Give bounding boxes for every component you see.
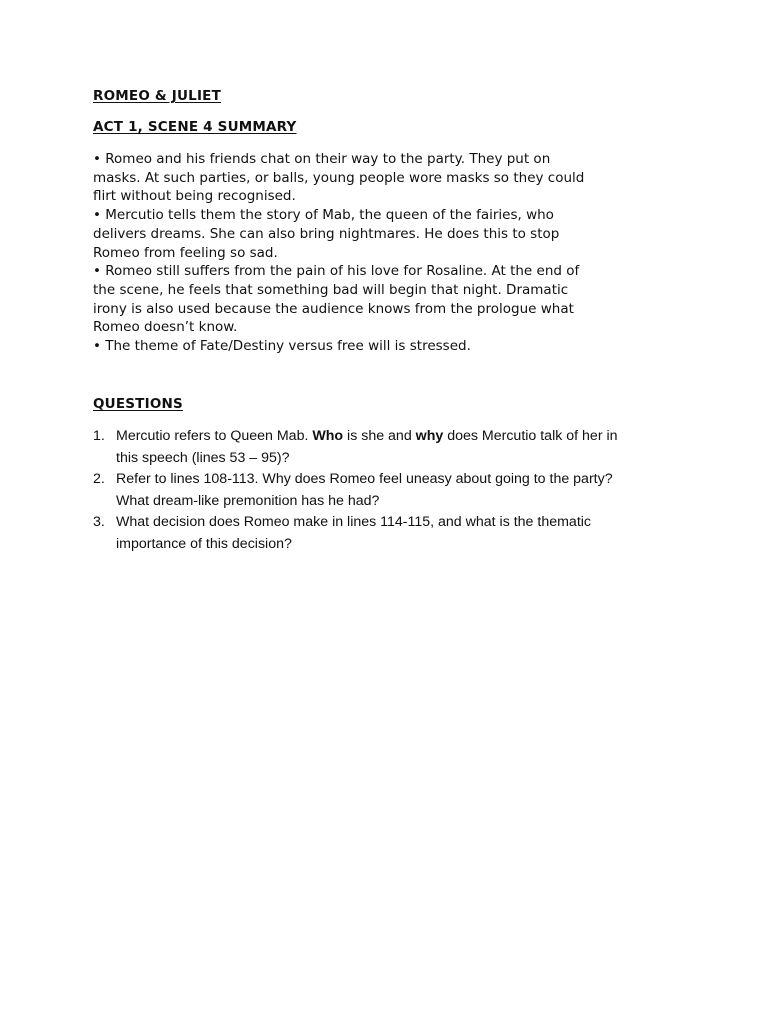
question-text: Mercutio refers to Queen Mab.: [116, 428, 313, 444]
document-title: ROMEO & JULIET: [93, 88, 222, 104]
question-text-line: What dream-like premonition has he had?: [116, 492, 380, 509]
question-text: is she and: [343, 428, 416, 444]
summary-line: delivers dreams. She can also bring nightmares. He does this to stop: [93, 225, 560, 242]
question-text-line: [116, 426, 673, 448]
question-text-line: importance of this decision?: [116, 535, 292, 552]
question-number: 2.: [93, 471, 105, 487]
question-text-line: Refer to lines 108-113. Why does Romeo feel uneasy about going to the party?: [116, 471, 613, 487]
question-text-line: this speech (lines 53 – 95)?: [116, 449, 290, 466]
summary-line: • Mercutio tells them the story of Mab, the queen of the fairies, who: [93, 207, 554, 224]
summary-line: Romeo doesn’t know.: [93, 319, 238, 336]
question-text-line: What decision does Romeo make in lines 114-115, and what is the thematic: [116, 514, 592, 530]
document-subtitle: ACT 1, SCENE 4 SUMMARY: [93, 119, 297, 135]
summary-section: [93, 150, 593, 356]
question-number: 1.: [93, 428, 105, 444]
questions-list: [93, 426, 673, 555]
summary-line: irony is also used because the audience knows from the prologue what: [93, 300, 574, 317]
summary-line: the scene, he feels that something bad will begin that night. Dramatic: [93, 281, 569, 298]
summary-line: masks. At such parties, or balls, young people wore masks so they could: [93, 169, 585, 186]
emphasis-why: why: [415, 428, 444, 444]
summary-line: • Romeo still suffers from the pain of his love for Rosaline. At the end of: [93, 263, 580, 280]
emphasis-who: Who: [312, 428, 344, 444]
questions-heading: QUESTIONS: [93, 396, 183, 412]
summary-line: flirt without being recognised.: [93, 188, 296, 205]
summary-line: • Romeo and his friends chat on their way to the party. They put on: [93, 151, 551, 167]
question-item: [93, 426, 673, 469]
question-text: does Mercutio talk of her in: [443, 428, 618, 444]
question-item: [93, 512, 673, 555]
summary-line: • The theme of Fate/Destiny versus free will is stressed.: [93, 338, 471, 355]
question-item: [93, 469, 673, 512]
summary-line: Romeo from feeling so sad.: [93, 244, 278, 261]
question-number: 3.: [93, 514, 105, 530]
